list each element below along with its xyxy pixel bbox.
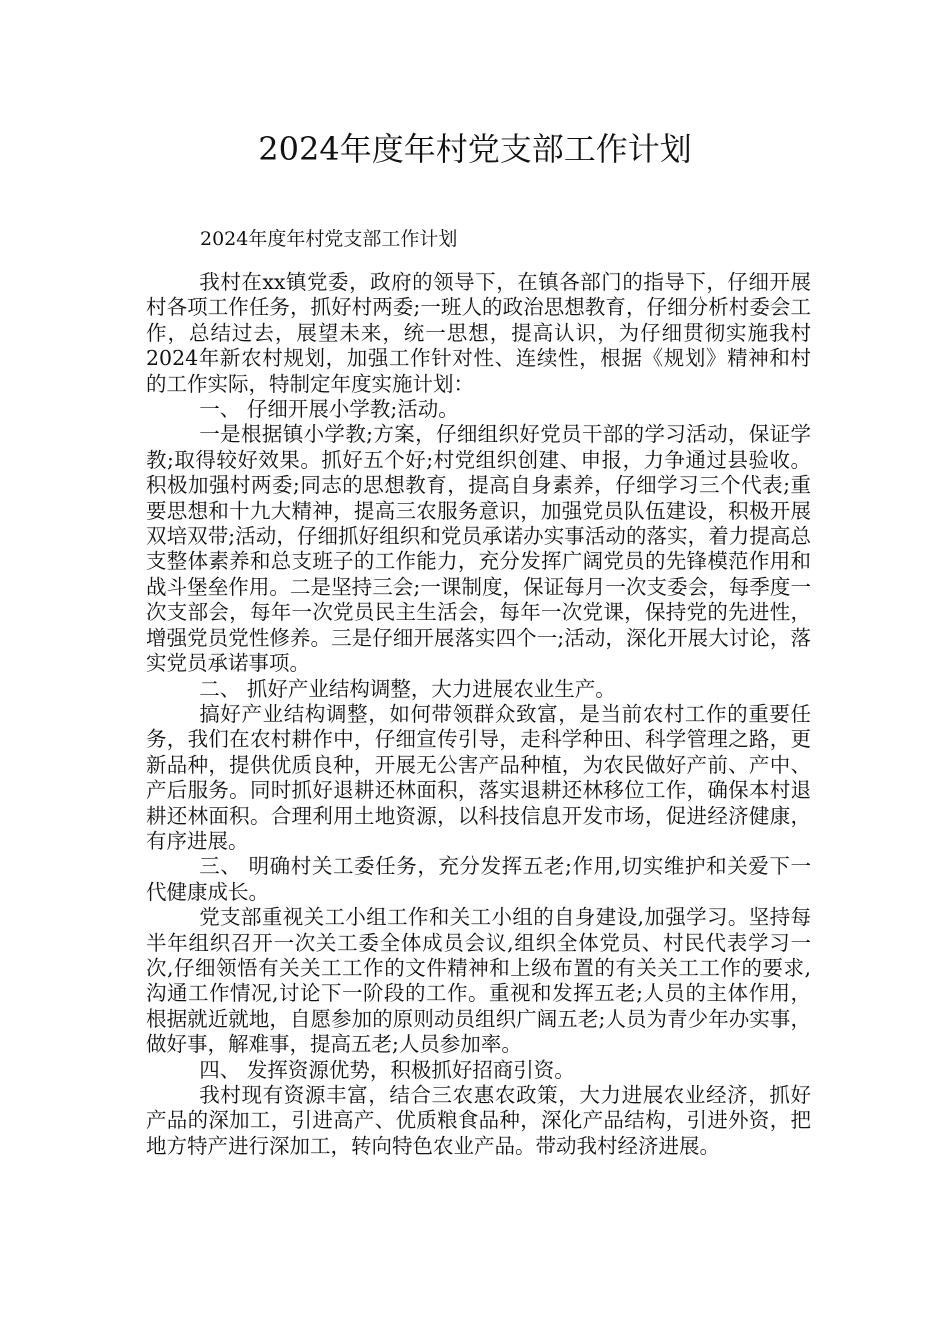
section-heading-1: 一、 仔细开展小学教;活动。 <box>199 397 459 422</box>
section-paragraph-1: 一是根据镇小学教;方案，仔细组织好党员干部的学习活动，保证学教;取得较好效果。抓好五个好;村党组织创建、申报，力争通过县验收。积极加强村两委;同志的思想教育，提高自身素养，仔细学习三个代表;重要思想和十九大精神，提高三农服务意识，加强党员队伍建设，积极开展双培双带;活动，仔细抓好组织和党员承诺办实事活动的落实，着力提高总支整体素养和总支班子的工作能力，充分发挥广阔党员的先锋模范作用和战斗堡垒作用。二是坚持三会;一课制度，保证每月一次支委会，每季度一次支部会，每年一次党员民主生活会，每年一次党课，保持党的先进性，增强党员党性修养。三是仔细开展落实四个一;活动，深化开展大讨论，落实党员承诺事项。 <box>146 422 811 676</box>
section-paragraph-3: 党支部重视关工小组工作和关工小组的自身建设,加强学习。坚持每半年组织召开一次关工委全体成员会议,组织全体党员、村民代表学习一次,仔细领悟有关关工工作的文件精神和上级布置的有关关工工作的要求,沟通工作情况,讨论下一阶段的工作。重视和发挥五老;人员的主体作用，根据就近就地，自愿参加的原则动员组织广阔五老;人员为青少年办实事，做好事，解难事，提高五老;人员参加率。 <box>146 905 811 1057</box>
intro-paragraph: 我村在xx镇党委，政府的领导下，在镇各部门的指导下，仔细开展村各项工作任务，抓好村两委;一班人的政治思想教育，仔细分析村委会工作，总结过去，展望未来，统一思想，提高认识，为仔细贯彻实施我村2024年新农村规划，加强工作针对性、连续性，根据《规划》精神和村的工作实际，特制定年度实施计划： <box>146 270 811 396</box>
document-title: 2024年度年村党支部工作计划 <box>258 130 692 168</box>
section-heading-2: 二、 抓好产业结构调整，大力进展农业生产。 <box>199 676 616 701</box>
section-heading-3: 三、 明确村关工委任务，充分发挥五老;作用,切实维护和关爱下一代健康成长。 <box>146 854 811 904</box>
document-body <box>146 270 811 1159</box>
document-subtitle: 2024年度年村党支部工作计划 <box>200 228 458 250</box>
section-heading-4: 四、 发挥资源优势，积极抓好招商引资。 <box>199 1057 575 1082</box>
section-paragraph-2: 搞好产业结构调整，如何带领群众致富，是当前农村工作的重要任务，我们在农村耕作中，仔细宣传引导，走科学种田、科学管理之路，更新品种，提供优质良种，开展无公害产品种植，为农民做好产前、产中、产后服务。同时抓好退耕还林面积，落实退耕还林移位工作，确保本村退耕还林面积。合理利用土地资源，以科技信息开发市场，促进经济健康，有序进展。 <box>146 701 811 853</box>
section-paragraph-4: 我村现有资源丰富，结合三农惠农政策，大力进展农业经济，抓好产品的深加工，引进高产、优质粮食品种，深化产品结构，引进外资，把地方特产进行深加工，转向特色农业产品。带动我村经济进展。 <box>146 1083 811 1158</box>
